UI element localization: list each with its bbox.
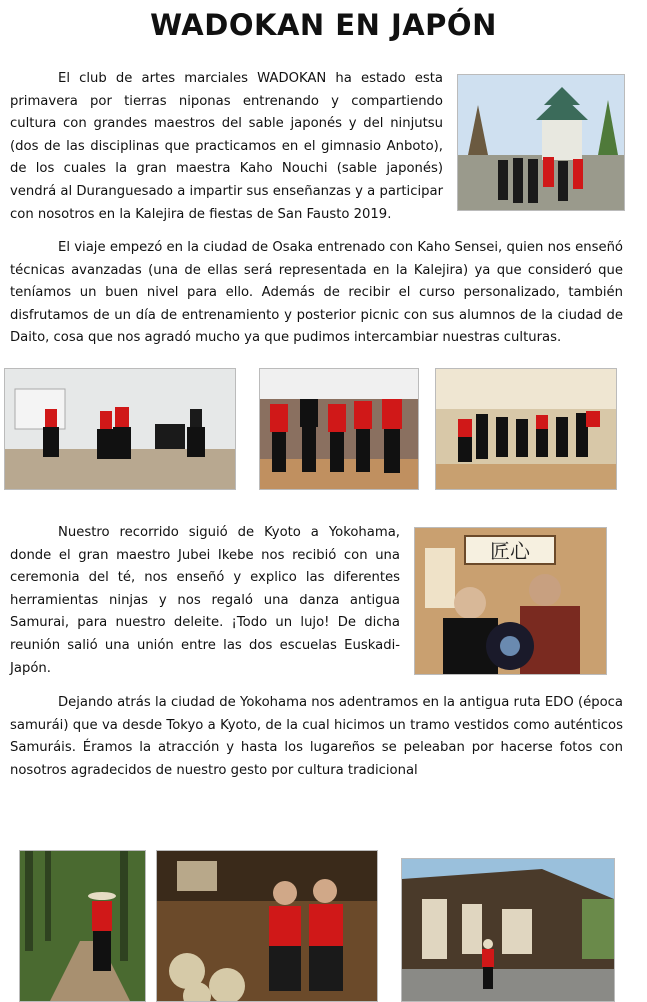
- photo-osaka-castle: [457, 74, 625, 211]
- photo-edo-street: [401, 858, 615, 1002]
- paragraph-osaka: El viaje empezó en la ciudad de Osaka entrenado con Kaho Sensei, quien nos enseñó técnicas avanzadas (una de ellas será representada en la Kalejira) ya que consideró que teníamos un buen nivel para ello. Además de recibir el curso personalizado, también disfrutamos de un día de entrenamiento y posterior picnic con sus alumnos de la ciudad de Daito, cosa que nos agradó mucho ya que pudimos intercambiar nuestras culturas.: [10, 240, 623, 346]
- paragraph-edo-route: Dejando atrás la ciudad de Yokohama nos adentramos en la antigua ruta EDO (época samurái) que va desde Tokyo a Kyoto, de la cual hicimos un tramo vestidos como auténticos Samuráis. Éramos la atracción y hasta los lugareños se peleaban por hacerse fotos con nosotros agradecidos de nuestro gesto por cultura tradicional: [10, 695, 623, 778]
- photo-samurai-path: [19, 850, 146, 1002]
- page-title: WADOKAN EN JAPÓN: [150, 8, 497, 42]
- paragraph-intro: El club de artes marciales WADOKAN ha estado esta primavera por tierras niponas entrenando y compartiendo cultura con grandes maestros del sable japonés y del ninjutsu (dos de las disciplinas que practicamos en el gimnasio Anboto), de los cuales la gran maestra Kaho Nouchi (sable japonés) vendrá al Duranguesado a impartir sus enseñanzas y a participar con nosotros en la Kalejira de fiestas de San Fausto 2019.: [10, 71, 443, 222]
- photo-group-dojo: [259, 368, 419, 490]
- photo-inn-interior: [156, 850, 378, 1002]
- paragraph-yokohama: Nuestro recorrido siguió de Kyoto a Yokohama, donde el gran maestro Jubei Ikebe nos recibió con una ceremonia del té, nos enseñó y explico las diferentes herramientas ninjas y nos regaló una danza antigua Samurai, para nuestro deleite. ¡Todo un lujo! De dicha reunión salió una unión entre las dos escuelas Euskadi-Japón.: [10, 525, 400, 676]
- photo-sign-text: 匠心: [490, 539, 530, 563]
- photo-daito-students: [435, 368, 617, 490]
- photo-ikebe-master: [414, 527, 607, 675]
- photo-dojo-training: [4, 368, 236, 490]
